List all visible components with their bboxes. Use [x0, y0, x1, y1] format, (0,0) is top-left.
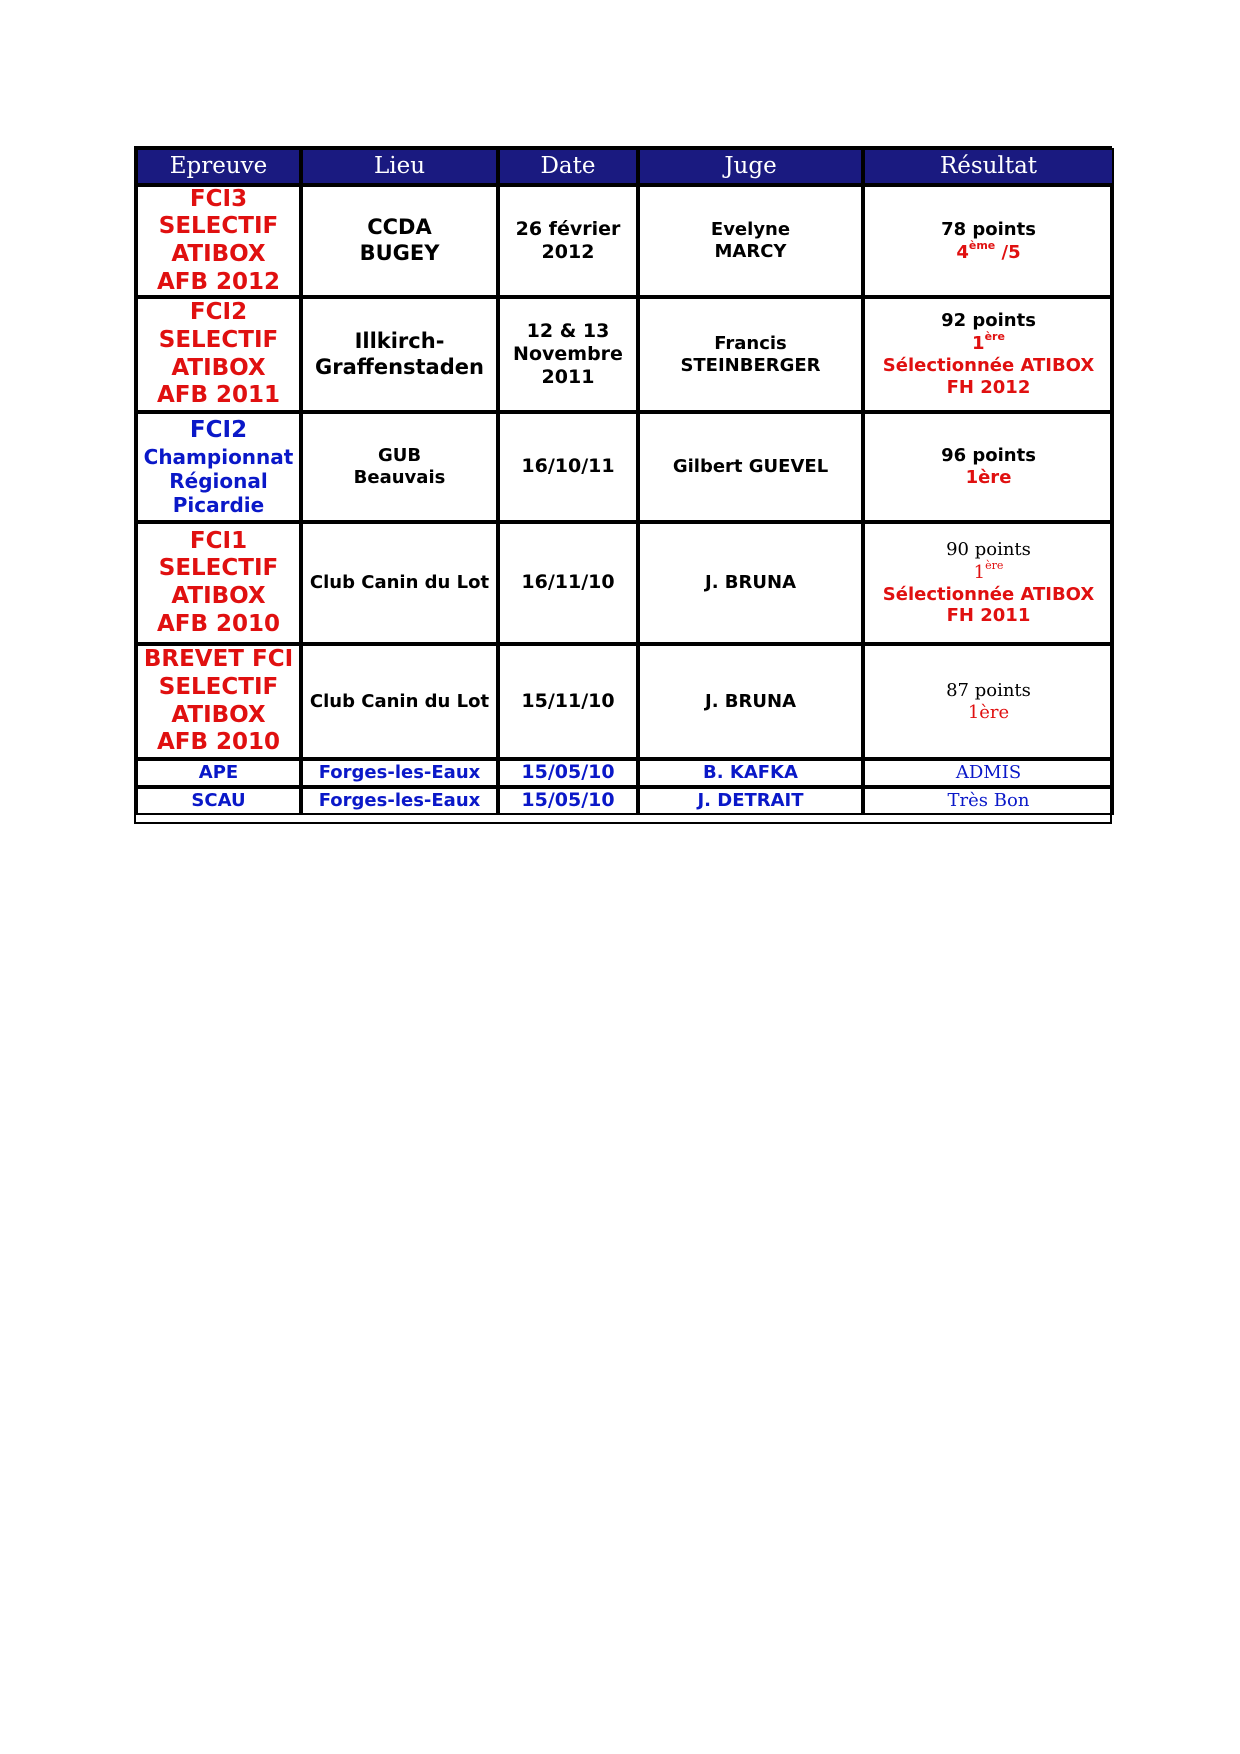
date-cell [498, 185, 638, 297]
resultat-cell: ADMIS [863, 759, 1114, 787]
epreuve-line: FCI2 [189, 417, 248, 444]
rank-value: 1ère [973, 558, 1004, 583]
points-value: 87 points [946, 679, 1031, 701]
epreuve-cell [136, 412, 301, 522]
epreuve-cell [136, 522, 301, 644]
date-cell [498, 644, 638, 759]
epreuve-line: AFB 2010 [156, 729, 281, 756]
resultat-cell [863, 412, 1114, 522]
juge-line: J. BRUNA [705, 690, 796, 712]
selection-year: FH 2011 [946, 605, 1031, 627]
rank-value: 1ère [967, 701, 1010, 723]
header-resultat: Résultat [863, 148, 1114, 185]
date-line: 15/11/10 [521, 689, 615, 712]
points-value: 90 points [946, 538, 1031, 560]
epreuve-cell [136, 644, 301, 759]
epreuve-cell: SCAU [136, 787, 301, 815]
juge-line: STEINBERGER [680, 354, 821, 376]
epreuve-line: ATIBOX [171, 354, 266, 381]
date-line: 12 & 13 [526, 319, 610, 342]
lieu-line: CCDA [367, 215, 432, 240]
juge-cell [638, 185, 863, 297]
header-lieu: Lieu [301, 148, 498, 185]
juge-line: J. BRUNA [705, 572, 796, 594]
rank-value: 4ème /5 [956, 238, 1021, 263]
juge-cell [638, 644, 863, 759]
lieu-line: Club Canin du Lot [309, 572, 490, 594]
juge-line: MARCY [714, 241, 787, 262]
epreuve-line: BREVET FCI [143, 646, 294, 673]
points-value: 92 points [941, 310, 1036, 332]
lieu-cell [301, 297, 498, 412]
epreuve-cell [136, 297, 301, 412]
date-line: 16/11/10 [521, 571, 615, 594]
epreuve-cell: APE [136, 759, 301, 787]
results-table [134, 146, 1112, 824]
lieu-line: GUB [377, 445, 422, 467]
lieu-cell: Forges-les-Eaux [301, 787, 498, 815]
juge-cell [638, 297, 863, 412]
lieu-cell: Forges-les-Eaux [301, 759, 498, 787]
juge-line: Francis [714, 332, 787, 354]
juge-cell: J. DETRAIT [638, 787, 863, 815]
resultat-cell [863, 297, 1114, 412]
date-cell [498, 297, 638, 412]
lieu-line: Club Canin du Lot [309, 690, 490, 712]
juge-cell [638, 412, 863, 522]
date-line: 2011 [541, 366, 595, 389]
lieu-line: Beauvais [353, 467, 446, 488]
epreuve-line: AFB 2010 [156, 610, 281, 637]
header-epreuve: Epreuve [136, 148, 301, 185]
epreuve-line: ATIBOX [171, 701, 266, 728]
epreuve-line: FCI3 [189, 185, 248, 212]
epreuve-line: ATIBOX [171, 583, 266, 609]
epreuve-line: Championnat [143, 444, 294, 469]
date-cell [498, 522, 638, 644]
epreuve-line: SELECTIF [158, 326, 279, 353]
header-date: Date [498, 148, 638, 185]
date-line: 26 février [515, 217, 621, 240]
selection-text: Sélectionnée ATIBOX [882, 355, 1095, 376]
juge-cell: B. KAFKA [638, 759, 863, 787]
epreuve-line: Picardie [172, 492, 265, 517]
date-cell [498, 412, 638, 522]
epreuve-line: ATIBOX [171, 241, 266, 267]
epreuve-line: AFB 2011 [156, 382, 281, 409]
epreuve-line: Régional [169, 468, 268, 493]
epreuve-line: FCI1 [189, 527, 248, 554]
selection-year: FH 2012 [946, 376, 1031, 398]
lieu-line: Graffenstaden [315, 354, 484, 379]
header-juge: Juge [638, 148, 863, 185]
epreuve-line: SELECTIF [158, 673, 279, 700]
lieu-cell [301, 412, 498, 522]
selection-text: Sélectionnée ATIBOX [882, 583, 1095, 605]
lieu-line: Illkirch- [354, 328, 445, 353]
epreuve-line: FCI2 [189, 299, 248, 326]
lieu-cell [301, 185, 498, 297]
epreuve-line: AFB 2012 [156, 268, 281, 295]
juge-cell [638, 522, 863, 644]
lieu-cell [301, 522, 498, 644]
points-value: 96 points [941, 445, 1036, 467]
date-line: 16/10/11 [521, 455, 615, 478]
points-value: 78 points [941, 218, 1036, 240]
epreuve-cell [136, 185, 301, 297]
date-line: Novembre [513, 342, 623, 365]
resultat-cell [863, 644, 1114, 759]
date-cell: 15/05/10 [498, 759, 638, 787]
resultat-cell [863, 185, 1114, 297]
date-cell: 15/05/10 [498, 787, 638, 815]
lieu-cell [301, 644, 498, 759]
date-line: 2012 [541, 241, 595, 263]
epreuve-line: SELECTIF [158, 555, 279, 582]
juge-line: Evelyne [710, 219, 791, 241]
rank-value: 1ère [972, 330, 1005, 355]
juge-line: Gilbert GUEVEL [672, 456, 829, 478]
resultat-cell [863, 522, 1114, 644]
lieu-line: BUGEY [359, 241, 440, 265]
rank-value: 1ère [965, 467, 1012, 488]
resultat-cell: Très Bon [863, 787, 1114, 815]
epreuve-line: SELECTIF [158, 213, 279, 240]
